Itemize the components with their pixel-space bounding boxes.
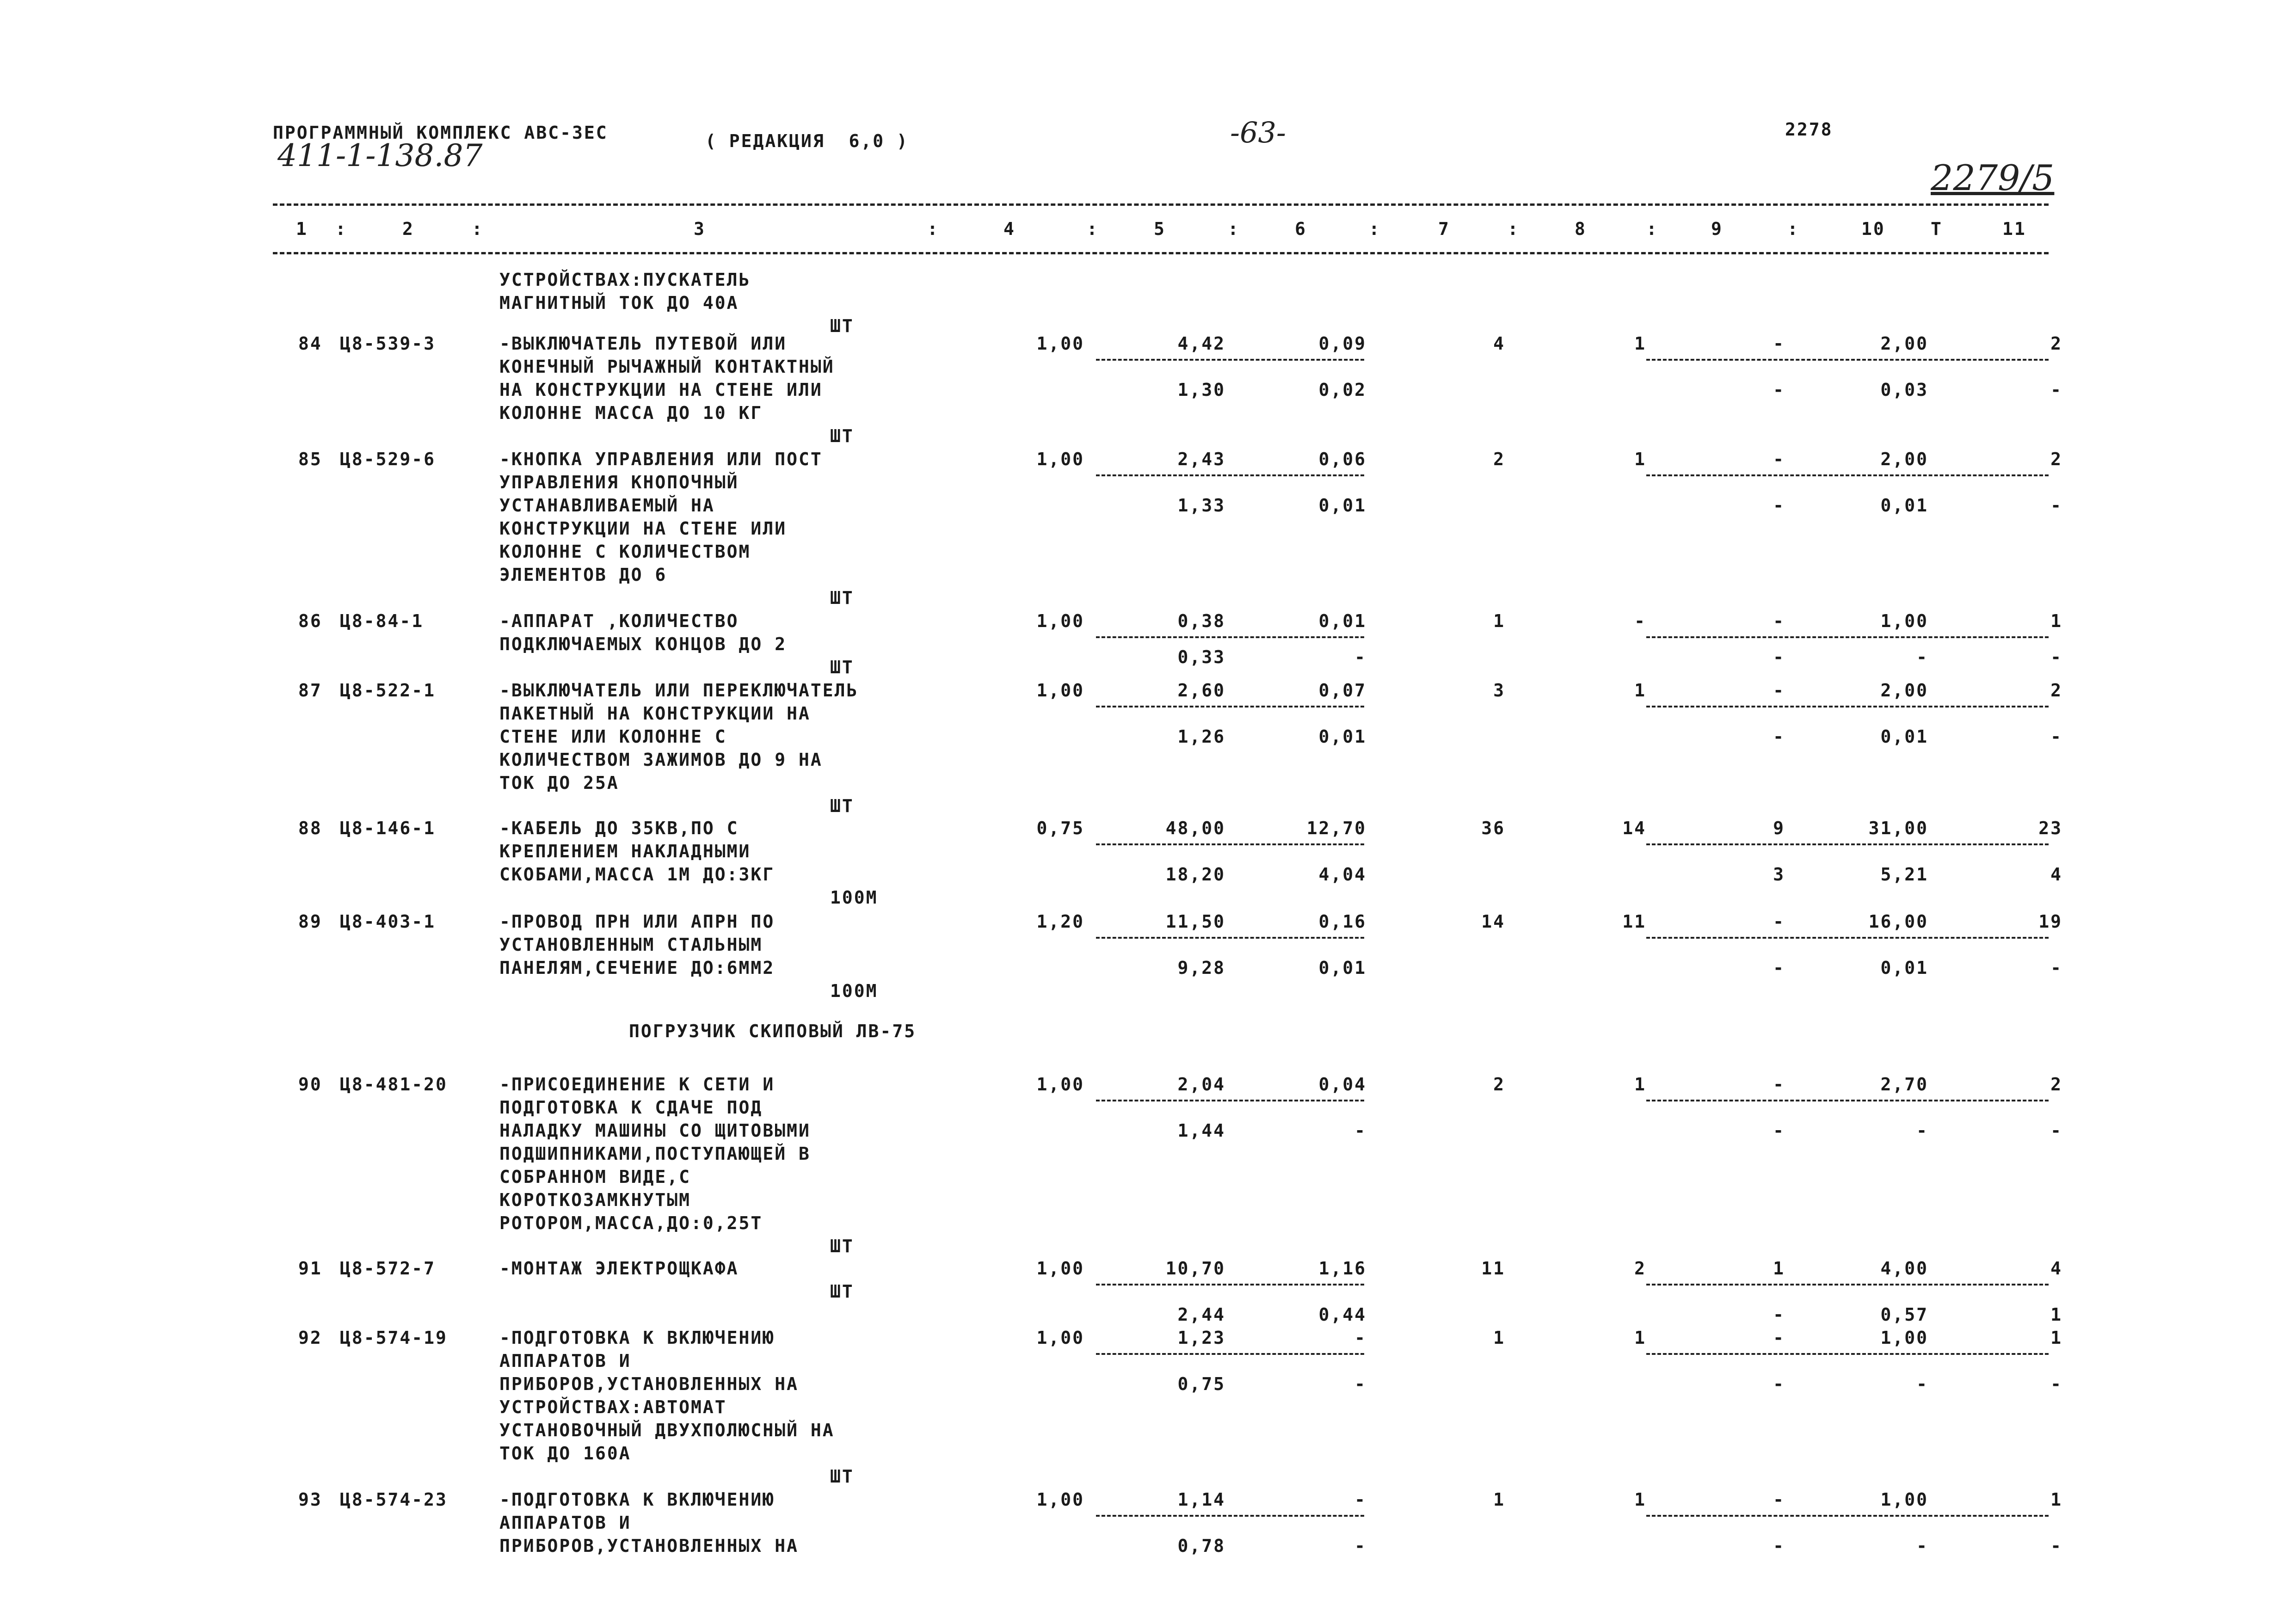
rate-code: Ц8-574-19: [340, 1328, 448, 1348]
unit-label: ШТ: [830, 426, 854, 446]
col11-value: 2: [2050, 449, 2062, 469]
col7-value: 1: [1493, 1328, 1505, 1348]
col5-sub-value: 0,75: [1177, 1374, 1225, 1394]
work-description: КОНСТРУКЦИИ НА СТЕНЕ ИЛИ: [499, 518, 787, 539]
col8-value: 1: [1634, 1074, 1646, 1095]
quantity-value: 1,00: [1036, 449, 1084, 469]
row-number: 89: [298, 911, 322, 932]
quantity-value: 1,00: [1036, 1328, 1084, 1348]
quantity-value: 1,00: [1036, 1489, 1084, 1510]
col6-value: 0,07: [1318, 680, 1367, 701]
page-number: -63-: [1230, 116, 1286, 149]
rate-code: Ц8-539-3: [340, 333, 436, 354]
value-separator: [1646, 843, 2049, 845]
col8-value: 1: [1634, 680, 1646, 701]
rate-code: Ц8-146-1: [340, 818, 436, 838]
column-header-7: 7: [1438, 219, 1450, 239]
col9-sub-value: -: [1773, 958, 1785, 978]
col9-value: -: [1773, 680, 1785, 701]
col9-sub-value: -: [1773, 1304, 1785, 1325]
col6-sub-value: 4,04: [1318, 864, 1367, 885]
value-separator: [1096, 1284, 1364, 1286]
work-description: УСТАНАВЛИВАЕМЫЙ НА: [499, 495, 715, 516]
col11-value: 19: [2038, 911, 2062, 932]
work-description: ТОК ДО 160А: [499, 1443, 631, 1464]
col7-value: 4: [1493, 333, 1505, 354]
col5-value: 10,70: [1165, 1258, 1225, 1279]
row-number: 93: [298, 1489, 322, 1510]
quantity-value: 1,00: [1036, 333, 1084, 354]
col5-sub-value: 9,28: [1177, 958, 1225, 978]
col10-sub-value: 0,01: [1880, 495, 1928, 516]
col7-value: 14: [1481, 911, 1505, 932]
col6-sub-value: 0,01: [1318, 495, 1367, 516]
work-description: ПРИБОРОВ,УСТАНОВЛЕННЫХ НА: [499, 1374, 799, 1394]
column-separator: :: [1087, 219, 1099, 239]
column-header-3: 3: [694, 219, 706, 239]
col10-value: 2,70: [1880, 1074, 1928, 1095]
col10-value: 2,00: [1880, 449, 1928, 469]
col8-value: -: [1634, 611, 1646, 631]
unit-label: 100М: [830, 981, 878, 1001]
unit-label: ШТ: [830, 1281, 854, 1302]
col9-sub-value: -: [1773, 1536, 1785, 1556]
col11-sub-value: -: [2050, 1374, 2062, 1394]
col6-value: 0,01: [1318, 611, 1367, 631]
quantity-value: 0,75: [1036, 818, 1084, 838]
work-description: КОЛОННЕ С КОЛИЧЕСТВОМ: [499, 541, 751, 562]
column-header-2: 2: [402, 219, 414, 239]
col6-sub-value: 0,01: [1318, 958, 1367, 978]
work-description: -ПРИСОЕДИНЕНИЕ К СЕТИ И: [499, 1074, 775, 1095]
work-description: ПАНЕЛЯМ,СЕЧЕНИЕ ДО:6ММ2: [499, 958, 775, 978]
col5-sub-value: 1,30: [1177, 380, 1225, 400]
quantity-value: 1,00: [1036, 1074, 1084, 1095]
col11-sub-value: 1: [2050, 1304, 2062, 1325]
quantity-value: 1,00: [1036, 611, 1084, 631]
col6-sub-value: -: [1354, 647, 1367, 667]
col11-sub-value: -: [2050, 380, 2062, 400]
work-description: УСТАНОВЛЕННЫМ СТАЛЬНЫМ: [499, 935, 763, 955]
col5-sub-value: 1,26: [1177, 726, 1225, 747]
value-separator: [1646, 1353, 2049, 1355]
rate-code: Ц8-574-23: [340, 1489, 448, 1510]
column-header-8: 8: [1575, 219, 1587, 239]
col6-value: 0,06: [1318, 449, 1367, 469]
value-separator: [1646, 1100, 2049, 1101]
col8-value: 1: [1634, 449, 1646, 469]
work-description: ПОДГОТОВКА К СДАЧЕ ПОД: [499, 1097, 763, 1118]
col7-value: 36: [1481, 818, 1505, 838]
col10-value: 1,00: [1880, 611, 1928, 631]
row-number: 85: [298, 449, 322, 469]
col8-value: 2: [1634, 1258, 1646, 1279]
column-header-9: 9: [1711, 219, 1723, 239]
rate-code: Ц8-481-20: [340, 1074, 448, 1095]
sheet-number: 2278: [1785, 119, 1833, 140]
work-description: ЭЛЕМЕНТОВ ДО 6: [499, 565, 667, 585]
col8-value: 1: [1634, 333, 1646, 354]
col7-value: 1: [1493, 611, 1505, 631]
work-description: КОРОТКОЗАМКНУТЫМ: [499, 1190, 691, 1210]
value-separator: [1646, 636, 2049, 638]
column-separator: :: [472, 219, 484, 239]
unit-label: ШТ: [830, 657, 854, 677]
col10-sub-value: 0,03: [1880, 380, 1928, 400]
work-description: РОТОРОМ,МАССА,ДО:0,25Т: [499, 1213, 763, 1233]
column-header-1: 1: [296, 219, 308, 239]
edition-label: ( РЕДАКЦИЯ 6,0 ): [705, 131, 909, 151]
program-name: ПРОГРАММНЫЙ КОМПЛЕКС АВС-3ЕС: [273, 123, 608, 143]
continuation-line: МАГНИТНЫЙ ТОК ДО 40А: [499, 293, 739, 313]
column-header-10: 10: [1861, 219, 1885, 239]
column-separator: T: [1931, 219, 1943, 239]
col11-value: 1: [2050, 1489, 2062, 1510]
col10-sub-value: -: [1916, 1536, 1928, 1556]
col5-sub-value: 1,44: [1177, 1120, 1225, 1141]
col9-value: -: [1773, 911, 1785, 932]
work-description: НА КОНСТРУКЦИИ НА СТЕНЕ ИЛИ: [499, 380, 823, 400]
col9-sub-value: -: [1773, 647, 1785, 667]
col10-sub-value: -: [1916, 647, 1928, 667]
row-number: 90: [298, 1074, 322, 1095]
row-number: 88: [298, 818, 322, 838]
col6-value: 0,09: [1318, 333, 1367, 354]
work-description: КОЛОННЕ МАССА ДО 10 КГ: [499, 403, 763, 423]
value-separator: [1646, 1284, 2049, 1286]
rate-code: Ц8-572-7: [340, 1258, 436, 1279]
work-description: АППАРАТОВ И: [499, 1351, 631, 1371]
work-description: -ПОДГОТОВКА К ВКЛЮЧЕНИЮ: [499, 1328, 775, 1348]
col11-value: 4: [2050, 1258, 2062, 1279]
row-number: 84: [298, 333, 322, 354]
col9-sub-value: -: [1773, 726, 1785, 747]
col5-value: 48,00: [1165, 818, 1225, 838]
col11-sub-value: -: [2050, 1120, 2062, 1141]
work-description: СКОБАМИ,МАССА 1М ДО:3КГ: [499, 864, 775, 885]
col6-value: 0,04: [1318, 1074, 1367, 1095]
col5-sub-value: 2,44: [1177, 1304, 1225, 1325]
col6-sub-value: 0,02: [1318, 380, 1367, 400]
col7-value: 2: [1493, 1074, 1505, 1095]
col11-sub-value: -: [2050, 647, 2062, 667]
col9-sub-value: -: [1773, 495, 1785, 516]
col5-value: 1,23: [1177, 1328, 1225, 1348]
value-separator: [1096, 937, 1364, 939]
col5-value: 1,14: [1177, 1489, 1225, 1510]
value-separator: [1646, 474, 2049, 476]
quantity-value: 1,00: [1036, 1258, 1084, 1279]
col9-value: -: [1773, 1074, 1785, 1095]
sheet-stamp: 2279/5: [1931, 157, 2055, 198]
unit-label: ШТ: [830, 588, 854, 608]
col5-value: 0,38: [1177, 611, 1225, 631]
value-separator: [1646, 359, 2049, 361]
work-description: КОЛИЧЕСТВОМ ЗАЖИМОВ ДО 9 НА: [499, 750, 823, 770]
row-number: 87: [298, 680, 322, 701]
col10-value: 2,00: [1880, 680, 1928, 701]
quantity-value: 1,00: [1036, 680, 1084, 701]
work-description: -ВЫКЛЮЧАТЕЛЬ ПУТЕВОЙ ИЛИ: [499, 333, 787, 354]
unit-label: 100М: [830, 887, 878, 908]
work-description: АППАРАТОВ И: [499, 1513, 631, 1533]
work-description: КОНЕЧНЫЙ РЫЧАЖНЫЙ КОНТАКТНЫЙ: [499, 357, 835, 377]
column-header-6: 6: [1295, 219, 1307, 239]
col11-value: 1: [2050, 1328, 2062, 1348]
col9-value: 9: [1773, 818, 1785, 838]
col10-value: 31,00: [1868, 818, 1928, 838]
work-description: -КАБЕЛЬ ДО 35КВ,ПО С: [499, 818, 739, 838]
col9-value: -: [1773, 449, 1785, 469]
value-separator: [1096, 843, 1364, 845]
work-description: ПАКЕТНЫЙ НА КОНСТРУКЦИИ НА: [499, 703, 811, 724]
column-separator: :: [1646, 219, 1658, 239]
work-description: ТОК ДО 25А: [499, 773, 619, 793]
column-separator: :: [1369, 219, 1381, 239]
col5-value: 11,50: [1165, 911, 1225, 932]
rate-code: Ц8-529-6: [340, 449, 436, 469]
col11-sub-value: -: [2050, 495, 2062, 516]
quantity-value: 1,20: [1036, 911, 1084, 932]
col5-value: 4,42: [1177, 333, 1225, 354]
col6-value: 12,70: [1306, 818, 1367, 838]
col6-sub-value: -: [1354, 1536, 1367, 1556]
col11-sub-value: 4: [2050, 864, 2062, 885]
value-separator: [1096, 474, 1364, 476]
header-top-rule: [273, 203, 2049, 206]
work-description: УПРАВЛЕНИЯ КНОПОЧНЫЙ: [499, 472, 739, 492]
col9-value: -: [1773, 1328, 1785, 1348]
col11-value: 23: [2038, 818, 2062, 838]
col11-sub-value: -: [2050, 1536, 2062, 1556]
col8-value: 11: [1622, 911, 1646, 932]
col5-value: 2,43: [1177, 449, 1225, 469]
col6-value: -: [1354, 1328, 1367, 1348]
col10-value: 4,00: [1880, 1258, 1928, 1279]
col11-value: 1: [2050, 611, 2062, 631]
work-description: -ПОДГОТОВКА К ВКЛЮЧЕНИЮ: [499, 1489, 775, 1510]
col10-value: 1,00: [1880, 1489, 1928, 1510]
value-separator: [1646, 1515, 2049, 1517]
value-separator: [1096, 706, 1364, 707]
row-number: 91: [298, 1258, 322, 1279]
col8-value: 1: [1634, 1328, 1646, 1348]
col9-value: 1: [1773, 1258, 1785, 1279]
unit-label: ШТ: [830, 1236, 854, 1256]
col11-value: 2: [2050, 333, 2062, 354]
rate-code: Ц8-84-1: [340, 611, 424, 631]
col5-sub-value: 0,78: [1177, 1536, 1225, 1556]
work-description: -АППАРАТ ,КОЛИЧЕСТВО: [499, 611, 739, 631]
value-separator: [1096, 1515, 1364, 1517]
work-description: ПОДШИПНИКАМИ,ПОСТУПАЮЩЕЙ В: [499, 1144, 811, 1164]
value-separator: [1646, 706, 2049, 707]
col9-sub-value: 3: [1773, 864, 1785, 885]
col9-sub-value: -: [1773, 1120, 1785, 1141]
column-header-4: 4: [1003, 219, 1016, 239]
col10-value: 2,00: [1880, 333, 1928, 354]
section-heading: ПОГРУЗЧИК СКИПОВЫЙ ЛВ-75: [629, 1021, 917, 1041]
col8-value: 14: [1622, 818, 1646, 838]
col9-value: -: [1773, 1489, 1785, 1510]
col6-value: -: [1354, 1489, 1367, 1510]
work-description: -ВЫКЛЮЧАТЕЛЬ ИЛИ ПЕРЕКЛЮЧАТЕЛЬ: [499, 680, 859, 701]
value-separator: [1096, 359, 1364, 361]
col7-value: 11: [1481, 1258, 1505, 1279]
work-description: ПРИБОРОВ,УСТАНОВЛЕННЫХ НА: [499, 1536, 799, 1556]
col5-sub-value: 18,20: [1165, 864, 1225, 885]
col10-value: 1,00: [1880, 1328, 1928, 1348]
col6-sub-value: 0,44: [1318, 1304, 1367, 1325]
work-description: УСТРОЙСТВАХ:АВТОМАТ: [499, 1397, 727, 1417]
col6-sub-value: -: [1354, 1120, 1367, 1141]
col10-sub-value: 0,57: [1880, 1304, 1928, 1325]
value-separator: [1096, 1353, 1364, 1355]
work-description: УСТАНОВОЧНЫЙ ДВУХПОЛЮСНЫЙ НА: [499, 1420, 835, 1440]
col6-value: 0,16: [1318, 911, 1367, 932]
unit-label: ШТ: [830, 796, 854, 816]
work-description: ПОДКЛЮЧАЕМЫХ КОНЦОВ ДО 2: [499, 634, 787, 654]
col11-value: 2: [2050, 680, 2062, 701]
col9-sub-value: -: [1773, 1374, 1785, 1394]
col9-value: -: [1773, 333, 1785, 354]
work-description: -МОНТАЖ ЭЛЕКТРОЩКАФА: [499, 1258, 739, 1279]
column-separator: :: [335, 219, 347, 239]
col5-value: 2,60: [1177, 680, 1225, 701]
col9-sub-value: -: [1773, 380, 1785, 400]
column-separator: :: [1787, 219, 1799, 239]
header-bottom-rule: [273, 252, 2049, 254]
work-description: КРЕПЛЕНИЕМ НАКЛАДНЫМИ: [499, 841, 751, 861]
work-description: НАЛАДКУ МАШИНЫ СО ЩИТОВЫМИ: [499, 1120, 811, 1141]
column-separator: :: [927, 219, 939, 239]
col6-sub-value: -: [1354, 1374, 1367, 1394]
unit-label: ШТ: [830, 316, 854, 336]
column-header-11: 11: [2002, 219, 2026, 239]
column-separator: :: [1508, 219, 1520, 239]
col5-sub-value: 1,33: [1177, 495, 1225, 516]
work-description: СОБРАННОМ ВИДЕ,С: [499, 1167, 691, 1187]
column-header-5: 5: [1154, 219, 1166, 239]
col10-sub-value: -: [1916, 1120, 1928, 1141]
row-number: 92: [298, 1328, 322, 1348]
col8-value: 1: [1634, 1489, 1646, 1510]
col5-value: 2,04: [1177, 1074, 1225, 1095]
document-code: 411-1-138.87: [277, 138, 483, 173]
value-separator: [1096, 1100, 1364, 1101]
col10-value: 16,00: [1868, 911, 1928, 932]
work-description: СТЕНЕ ИЛИ КОЛОННЕ С: [499, 726, 727, 747]
continuation-line: УСТРОЙСТВАХ:ПУСКАТЕЛЬ: [499, 270, 751, 290]
col10-sub-value: 0,01: [1880, 958, 1928, 978]
col6-value: 1,16: [1318, 1258, 1367, 1279]
work-description: -ПРОВОД ПРН ИЛИ АПРН ПО: [499, 911, 775, 932]
column-separator: :: [1228, 219, 1240, 239]
col11-value: 2: [2050, 1074, 2062, 1095]
row-number: 86: [298, 611, 322, 631]
col11-sub-value: -: [2050, 726, 2062, 747]
rate-code: Ц8-522-1: [340, 680, 436, 701]
col7-value: 2: [1493, 449, 1505, 469]
col7-value: 3: [1493, 680, 1505, 701]
unit-label: ШТ: [830, 1466, 854, 1487]
col5-sub-value: 0,33: [1177, 647, 1225, 667]
value-separator: [1096, 636, 1364, 638]
col7-value: 1: [1493, 1489, 1505, 1510]
col9-value: -: [1773, 611, 1785, 631]
col10-sub-value: 0,01: [1880, 726, 1928, 747]
col10-sub-value: 5,21: [1880, 864, 1928, 885]
col6-sub-value: 0,01: [1318, 726, 1367, 747]
work-description: -КНОПКА УПРАВЛЕНИЯ ИЛИ ПОСТ: [499, 449, 823, 469]
value-separator: [1646, 937, 2049, 939]
col11-sub-value: -: [2050, 958, 2062, 978]
col10-sub-value: -: [1916, 1374, 1928, 1394]
rate-code: Ц8-403-1: [340, 911, 436, 932]
